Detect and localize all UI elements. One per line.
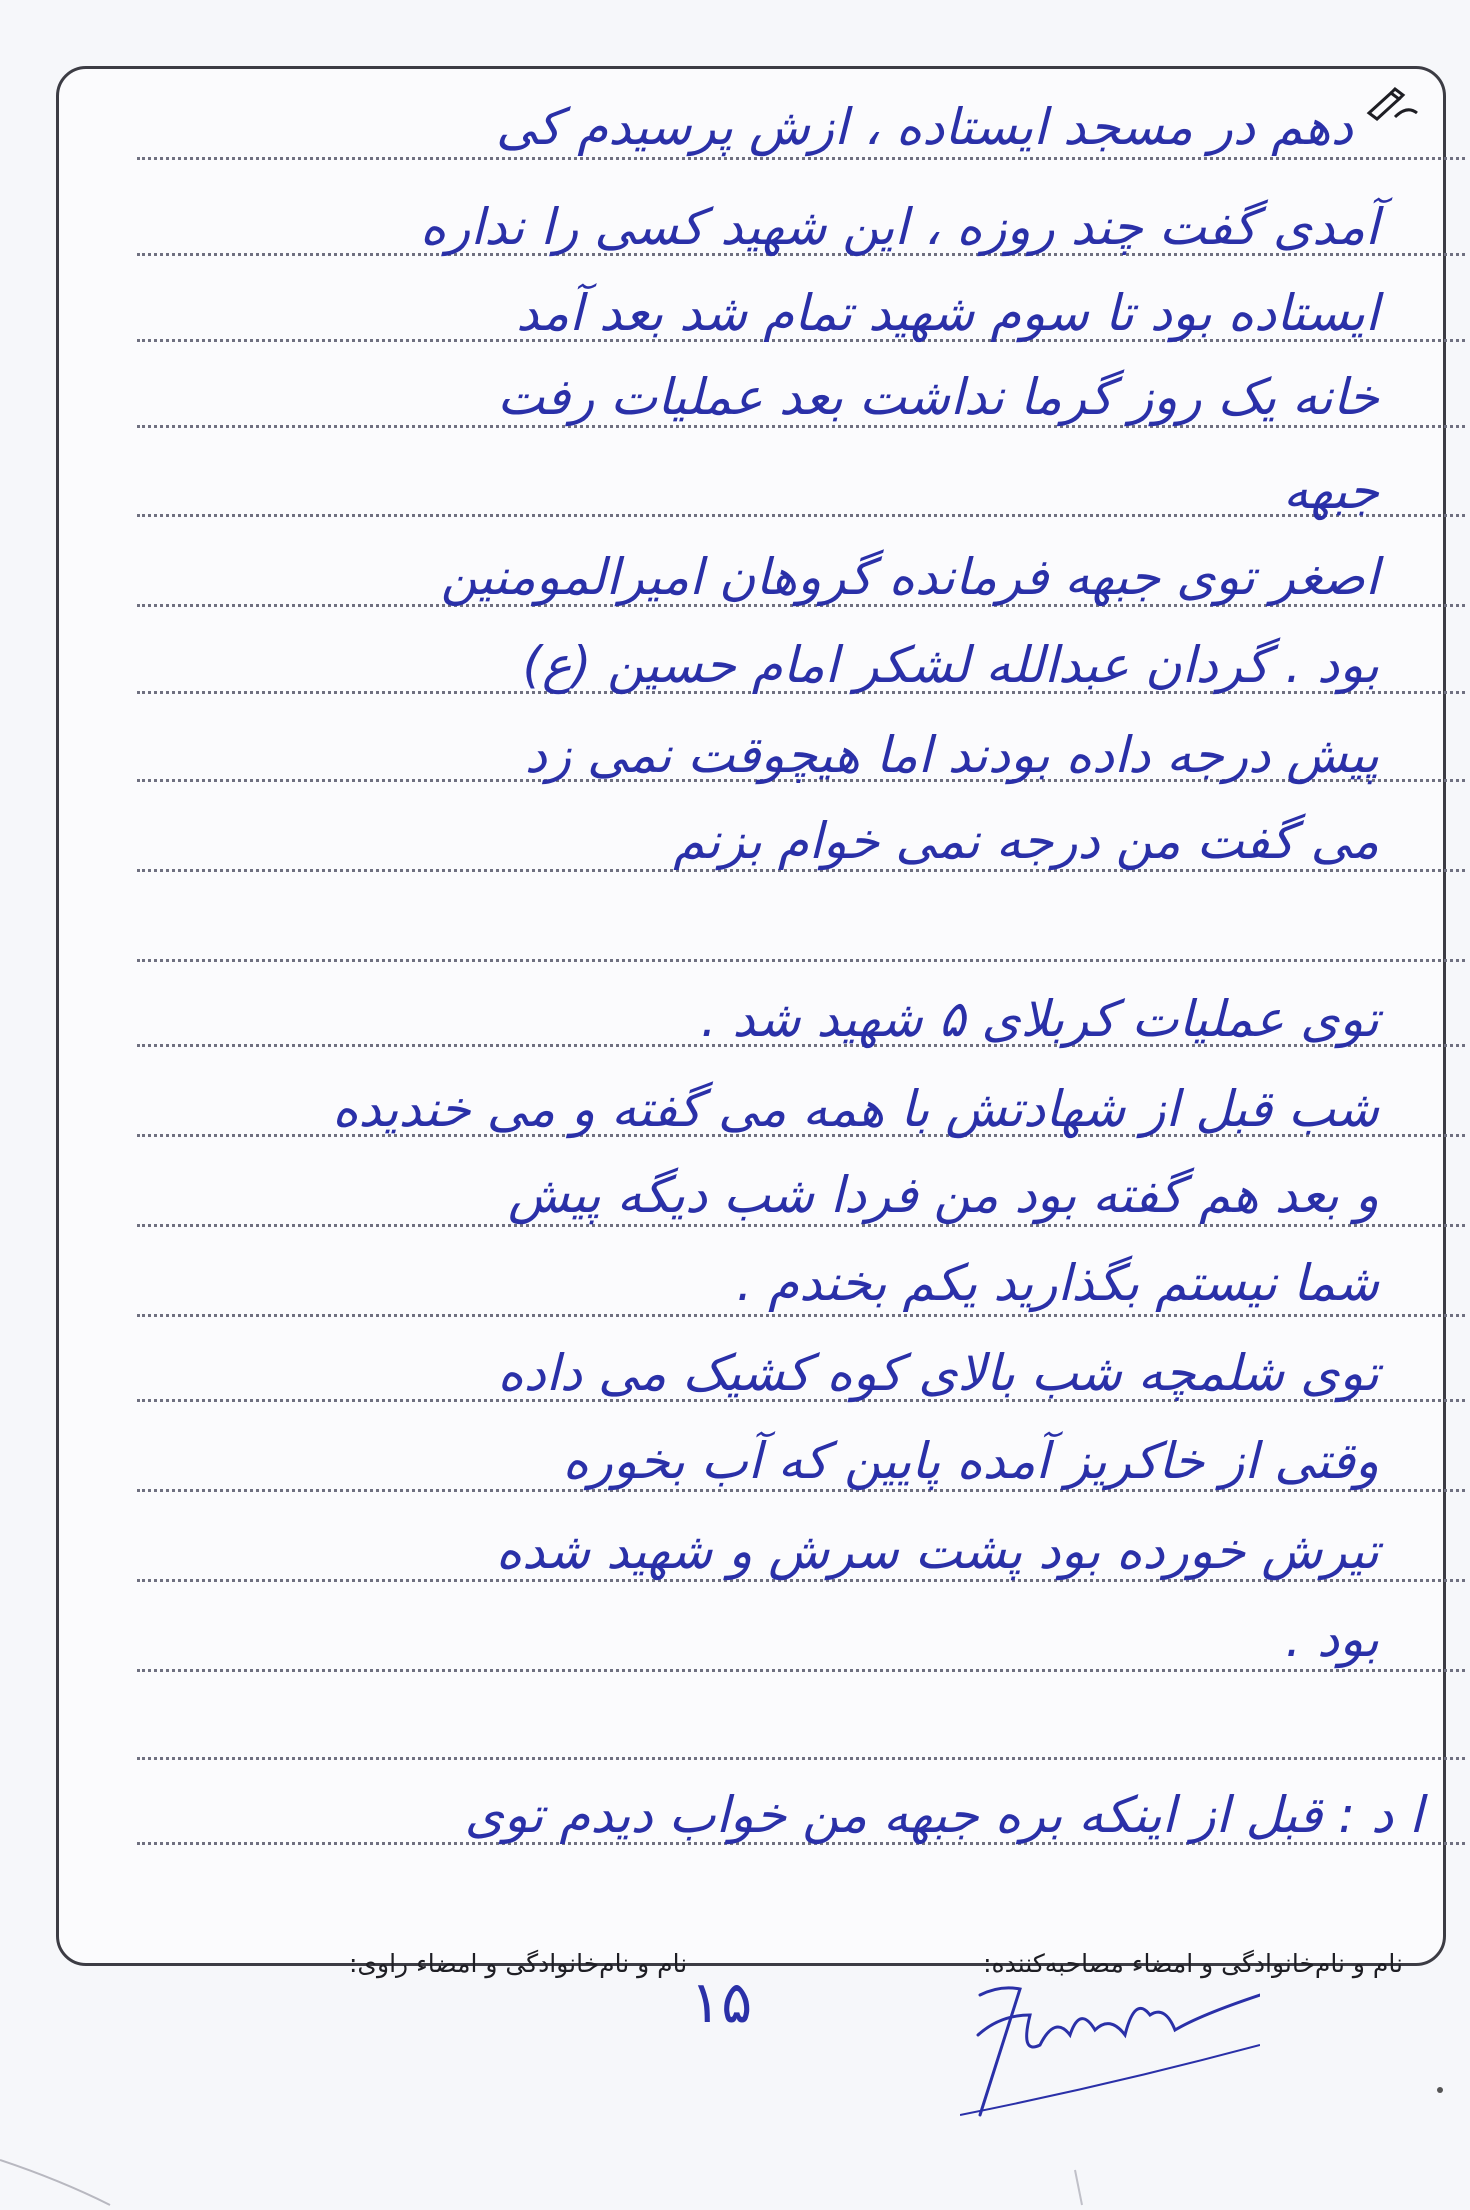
handwritten-line: پیش درجه داده بودند اما هیچوقت نمی زد <box>524 726 1379 784</box>
ruled-line <box>137 959 1465 962</box>
signature-scribble <box>960 1975 1260 2135</box>
interviewer-signature-label: نام و نام‌خانوادگی و امضاء مصاحبه‌کننده: <box>983 1949 1403 1978</box>
handwritten-line: تیرش خورده بود پشت سرش و شهید شده <box>495 1522 1379 1580</box>
page-number: ۱۵ <box>690 1968 753 2036</box>
pen-writing-icon <box>1365 83 1421 123</box>
handwritten-line: خانه یک روز گرما نداشت بعد عملیات رفت <box>497 368 1379 426</box>
handwritten-line: می گفت من درجه نمی خوام بزنم <box>673 812 1379 870</box>
handwritten-line: شما نیستم بگذارید یکم بخندم . <box>736 1254 1379 1312</box>
ruled-line <box>137 1669 1465 1672</box>
handwritten-line: شب قبل از شهادتش با همه می گفته و می خندیده <box>332 1080 1379 1138</box>
ruled-line <box>137 1757 1465 1760</box>
handwritten-line: جبهه <box>1283 462 1379 520</box>
handwritten-line: اصغر توی جبهه فرمانده گروهان امیرالمومنین <box>440 548 1379 606</box>
narrator-signature-label: نام و نام‌خانوادگی و امضاء راوی: <box>349 1949 688 1978</box>
handwritten-line: آمدی گفت چند روزه ، این شهید کسی را نداره <box>420 198 1379 256</box>
handwritten-line: ایستاده بود تا سوم شهید تمام شد بعد آمد <box>516 284 1379 342</box>
handwritten-line: وقتی از خاکریز آمده پایین که آب بخوره <box>562 1432 1379 1490</box>
handwritten-line: بود . <box>1285 1610 1379 1668</box>
handwritten-line: و بعد هم گفته بود من فردا شب دیگه پیش <box>508 1166 1379 1224</box>
handwritten-line: دهم در مسجد ایستاده ، ازش پرسیدم کی <box>495 98 1353 156</box>
form-sheet <box>56 66 1446 1978</box>
handwritten-line: ا د : قبل از اینکه بره جبهه من خواب دیدم توی <box>464 1786 1423 1844</box>
handwritten-line: توی عملیات کربلای ۵ شهید شد . <box>700 990 1379 1048</box>
handwritten-line: توی شلمچه شب بالای کوه کشیک می داده <box>497 1344 1379 1402</box>
ruled-line <box>137 1314 1465 1317</box>
handwritten-line: بود . گردان عبدالله لشکر امام حسین (ع) <box>522 636 1379 694</box>
ruled-line <box>137 157 1465 160</box>
